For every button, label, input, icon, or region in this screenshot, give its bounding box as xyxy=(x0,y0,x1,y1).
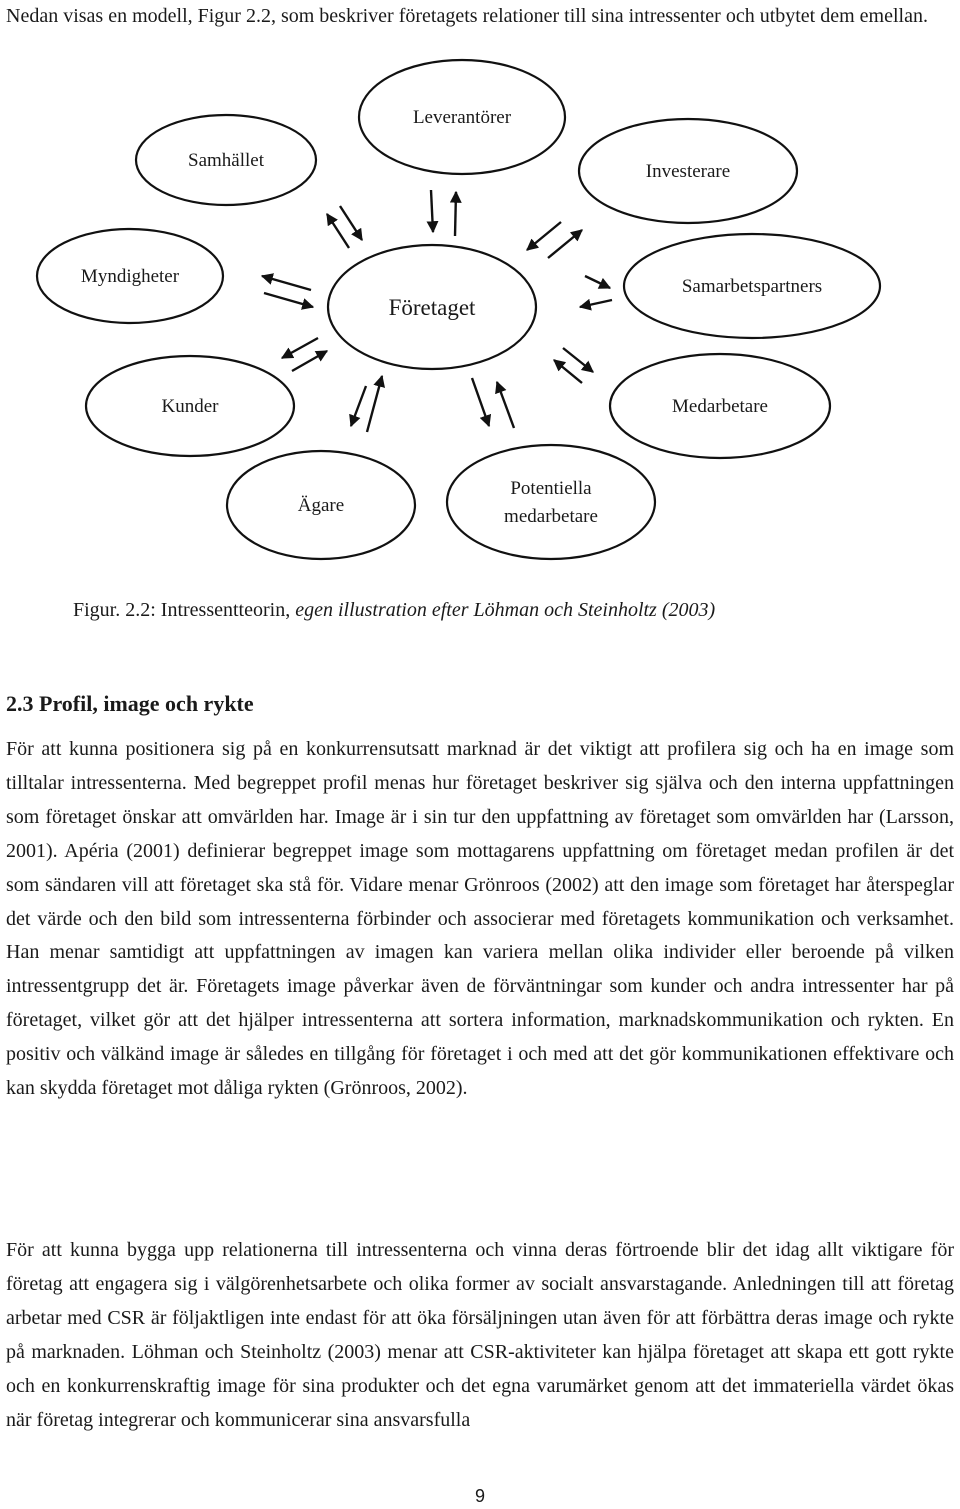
stakeholder-diagram xyxy=(0,0,960,590)
arrow-from-potentiella xyxy=(497,382,514,428)
arrow-to-investerare xyxy=(548,230,582,258)
arrow-from-kunder xyxy=(292,351,327,371)
caption-prefix: Figur. 2.2: Intressentteorin, xyxy=(73,599,296,621)
label-medarbetare: Medarbetare xyxy=(672,396,768,417)
caption-italic: egen illustration efter Löhman och Steinholtz (2003) xyxy=(295,599,716,621)
arrow-to-myndigheter xyxy=(262,276,311,290)
paragraph-2: För att kunna bygga upp relationerna till intressenterna och vinna deras förtroende blir det idag allt viktigare för företag att engagera sig i välgörenhetsarbete och olika former av socialt ansvarstagande. Anledningen till att företag arbetar med CSR är följaktligen inte endast för att öka försäljningen utan även för att förbättra deras image och rykte på marknaden. Löhman och Steinholtz (2003) menar att CSR-aktiviteter kan hjälpa företaget att skapa ett gott rykte och en konkurrenskraftig image för sina produkter och det egna varumärket genom att det immateriella värdet ökas när företag integrerar och kommunicerar sina ansvarsfulla xyxy=(6,1239,954,1431)
paragraph-1: För att kunna positionera sig på en konkurrensutsatt marknad är det viktigt att profilera sig och ha en image som tilltalar intressenterna. Med begreppet profil menas hur företaget beskriver sig själva och den interna uppfattningen som företaget önskar att omvärlden har. Image är i sin tur den uppfattning av företaget som omvärlden har (Larsson, 2001). Apéria (2001) definierar begreppet image som mottagarens uppfattning om företaget medan profilen är det som sändaren vill att företaget ska stå för. Vidare menar Grönroos (2002) att den image som företaget har återspeglar det värde och den bild som intressenterna förbinder och associerar med företagets kommunikation och verksamhet. Han menar samtidigt att uppfattningen av imagen kan variera mellan olika individer eller beroende på vilken intressentgrupp det är. Företagets image påverkar även de förväntningar som kunder och andra intressenter har på företaget, vilket gör att det hjälper intressenterna att sortera information, marknadskommunikation och rykten. En positiv och välkänd image är således en tillgång för företaget i och med att det gör kommunikationen effektivare och kan skydda företaget mot dåliga rykten (Grönroos, 2002). xyxy=(6,738,954,1100)
arrow-from-agare xyxy=(367,376,382,432)
arrow-to-potentiella xyxy=(472,378,489,426)
node-potentiella-medarbetare xyxy=(447,445,655,559)
label-kunder: Kunder xyxy=(161,396,219,417)
arrow-to-medarbetare xyxy=(563,348,593,372)
label-agare: Ägare xyxy=(297,495,345,516)
arrow-to-agare xyxy=(351,386,366,426)
label-foretaget: Företaget xyxy=(388,295,476,320)
arrow-from-samhallet xyxy=(340,206,362,240)
arrow-from-medarbetare xyxy=(554,360,582,383)
arrow-to-kunder xyxy=(282,338,318,358)
label-leverantorer: Leverantörer xyxy=(412,107,512,128)
arrow-to-foretaget-from-leverantorer xyxy=(431,190,433,232)
section-heading: 2.3 Profil, image och rykte xyxy=(6,691,254,716)
label-samhallet: Samhället xyxy=(188,150,264,171)
figure-caption xyxy=(73,596,953,624)
arrow-to-foretaget-from-investerare xyxy=(527,222,561,250)
arrow-to-samarbetspartners xyxy=(585,276,610,288)
arrow-to-samhallet xyxy=(327,214,349,248)
label-investerare: Investerare xyxy=(645,161,731,182)
label-myndigheter: Myndigheter xyxy=(80,266,180,287)
label-samarbetspartners: Samarbetspartners xyxy=(681,276,823,297)
page-number: 9 xyxy=(474,1486,485,1506)
arrow-from-samarbetspartners xyxy=(580,300,612,307)
label-potentiella-line2: medarbetare xyxy=(504,506,598,527)
intro-text: Nedan visas en modell, Figur 2.2, som beskriver företagets relationer till sina intressenter och utbytet dem emellan. xyxy=(6,5,928,27)
label-potentiella-line1: Potentiella xyxy=(510,478,592,499)
arrow-from-myndigheter xyxy=(264,293,313,307)
arrow-to-leverantorer xyxy=(455,192,456,236)
